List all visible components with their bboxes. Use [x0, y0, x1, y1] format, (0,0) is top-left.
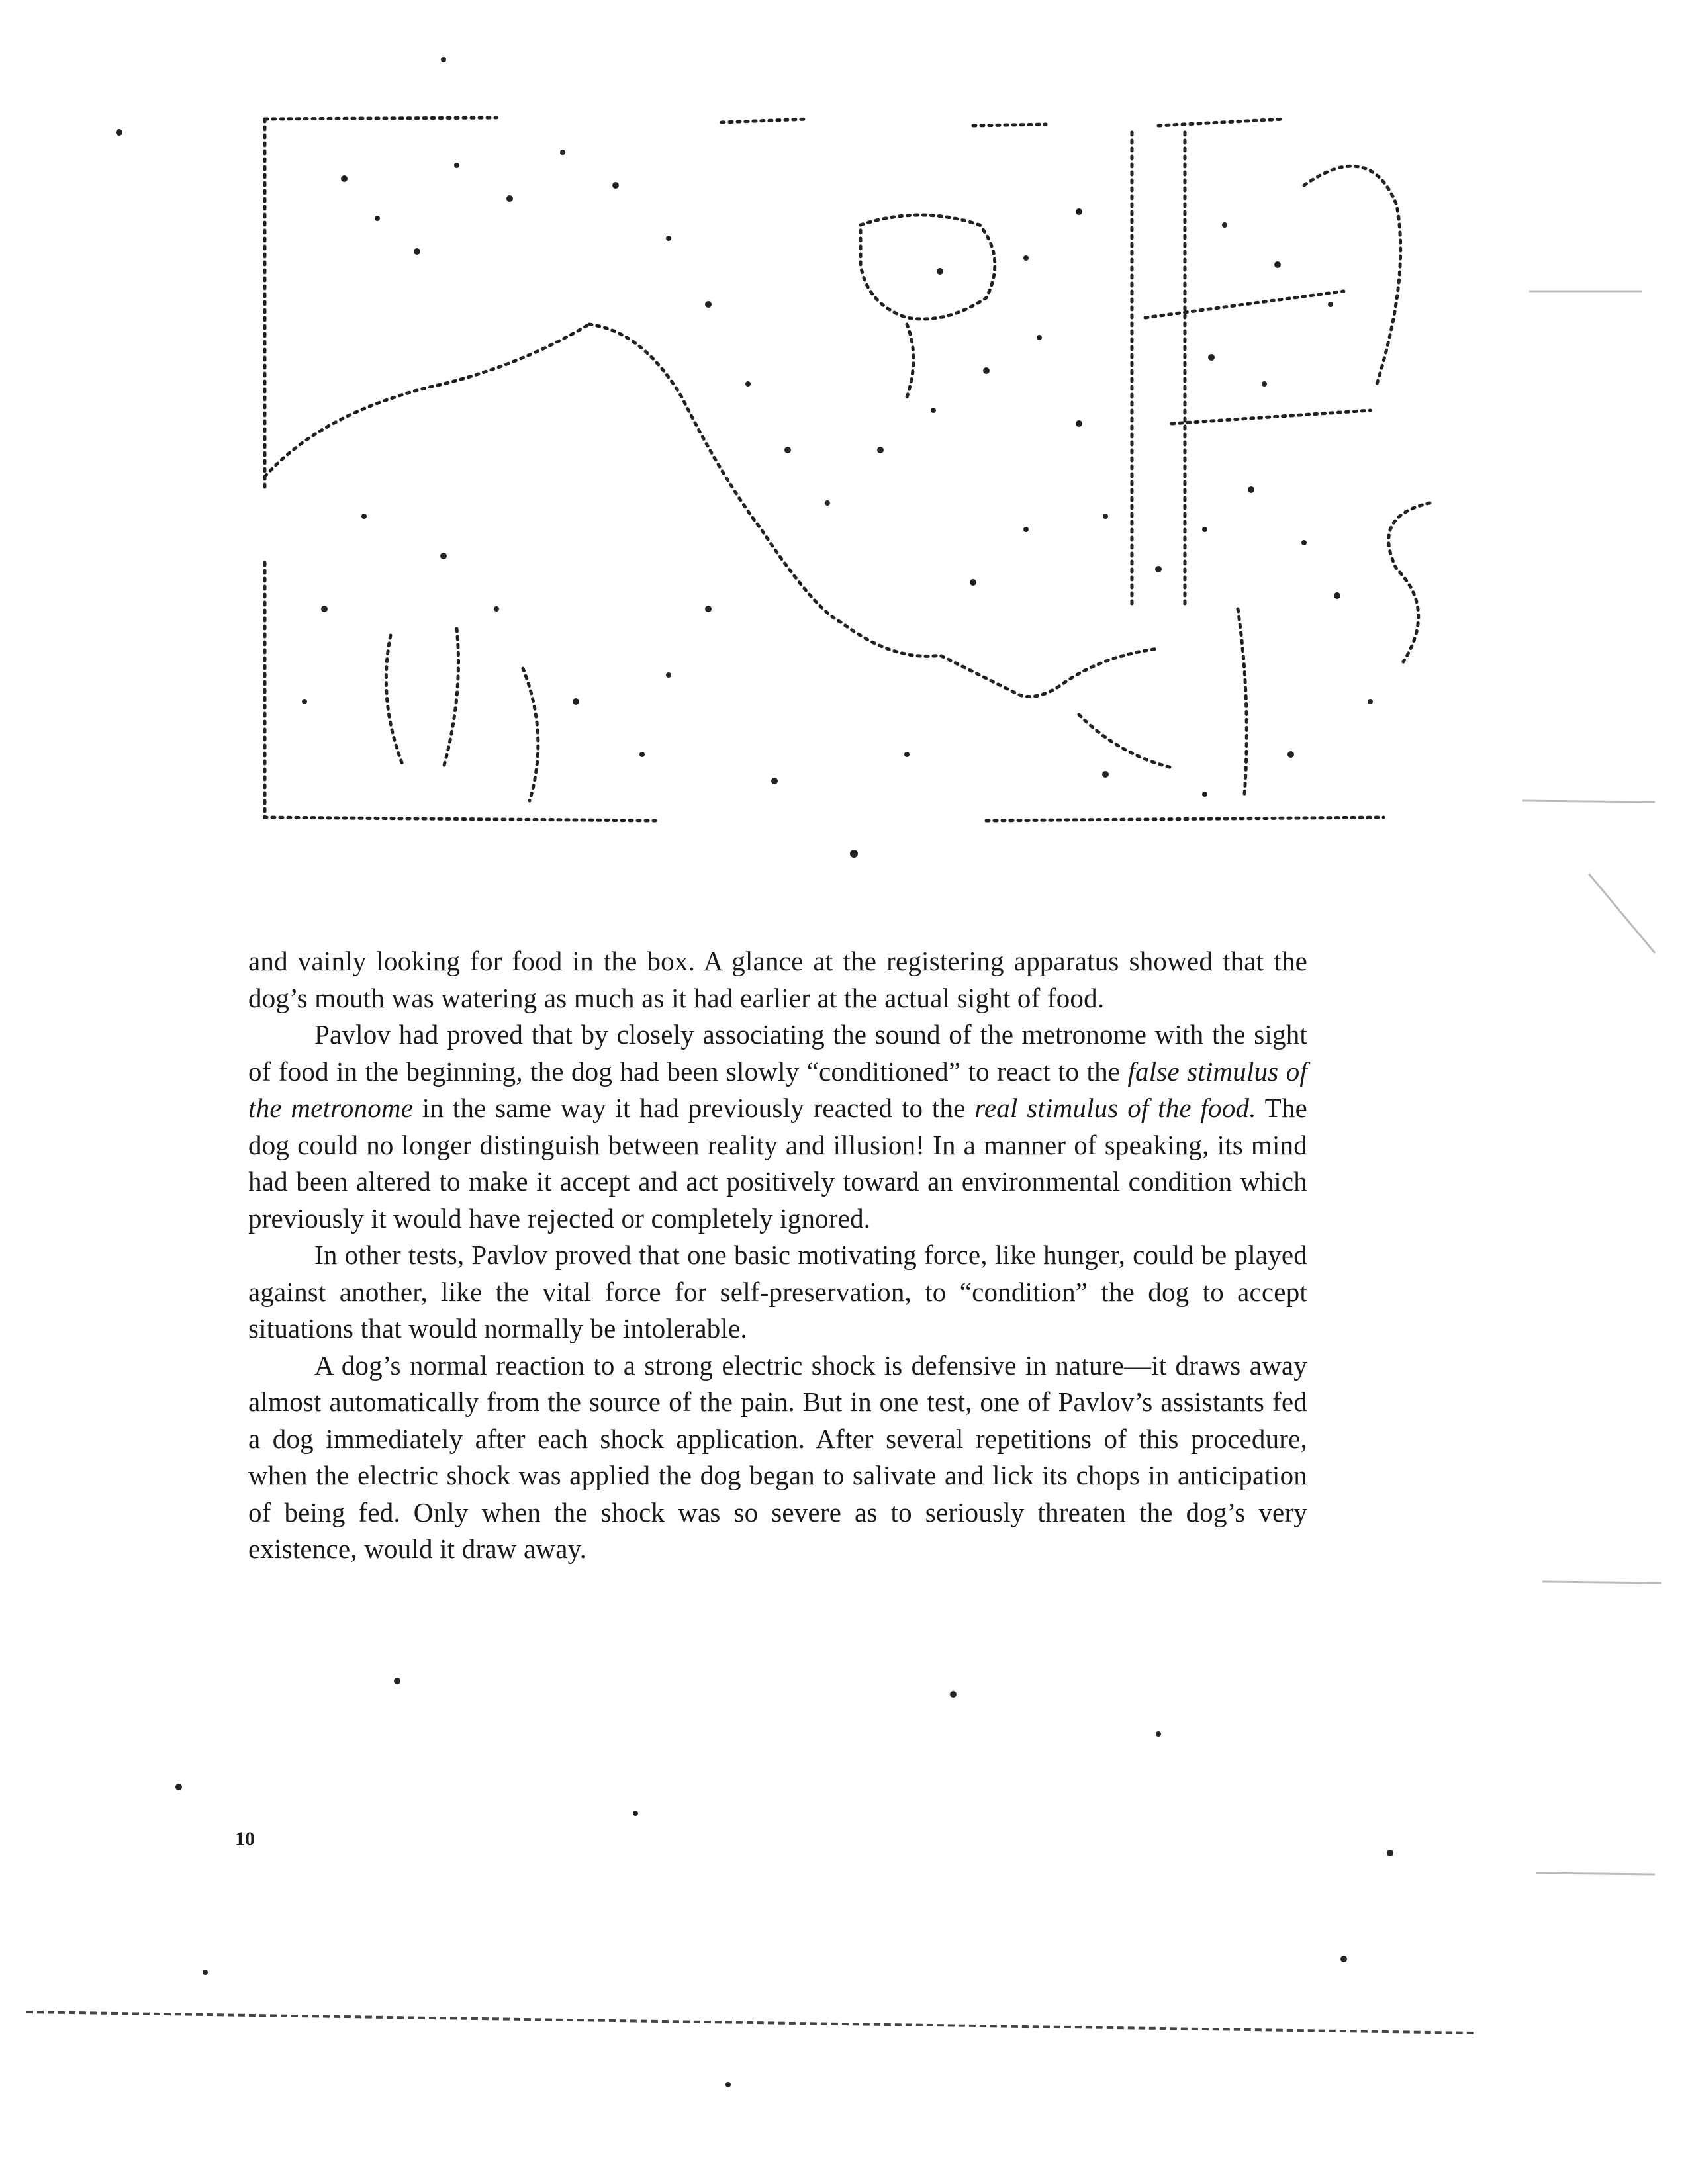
italic-phrase: real stimulus of the food.: [974, 1093, 1256, 1123]
paragraph-text: A dog’s normal reaction to a strong electric shock is defensive in nature—it draws away almost automatically from the source of the pain. But in one test, one of Pavlov’s assistants fed a dog immediately after each shock application. After several repetitions of this procedure, when the electric shock was applied the dog began to salivate and lick its chops in anticipation of being fed. Only when the shock was so severe as to seriously threaten the dog’s very existence, would it draw away.: [248, 1349, 1307, 1564]
page-number: 10: [235, 1828, 255, 1850]
dog-outline: [589, 324, 1158, 697]
frame-bottom-left-edge: [265, 563, 655, 821]
body-text: [248, 943, 1307, 1568]
scan-rule-line: [26, 2012, 1476, 2033]
paragraph: [248, 943, 1307, 1017]
paragraph: [248, 1017, 1307, 1237]
paragraph-text: In other tests, Pavlov proved that one basic motivating force, like hunger, could be played against another, like the vital force for self-preservation, to “condition” the dog to accept situations that would normally be intolerable.: [248, 1240, 1307, 1343]
illustration-speckle: [302, 150, 1373, 797]
paragraph: [248, 1347, 1307, 1568]
italic-phrase: false stimulus of the metronome: [248, 1056, 1307, 1123]
paragraph-text: in the same way it had previously reacted to the: [413, 1093, 975, 1123]
paragraph-text: and vainly looking for food in the box. A glance at the registering apparatus showed that the dog’s mouth was watering as much as it had earlier at the actual sight of food.: [248, 946, 1307, 1013]
illustration-pavlov-dog-experiment: [245, 106, 1489, 847]
illustration-drawing: [245, 106, 1489, 847]
paragraph-text: The dog could no longer distinguish between reality and illusion! In a manner of speaking, its mind had been altered to make it accept and act positively toward an environmental condition which previously it would have rejected or completely ignored.: [248, 1093, 1307, 1234]
frame-bottom-right-edge: [986, 817, 1383, 821]
paragraph: [248, 1237, 1307, 1347]
paragraph-text: Pavlov had proved that by closely associating the sound of the metronome with the sight of food in the beginning, the dog had been slowly “conditioned” to react to the: [248, 1019, 1307, 1087]
